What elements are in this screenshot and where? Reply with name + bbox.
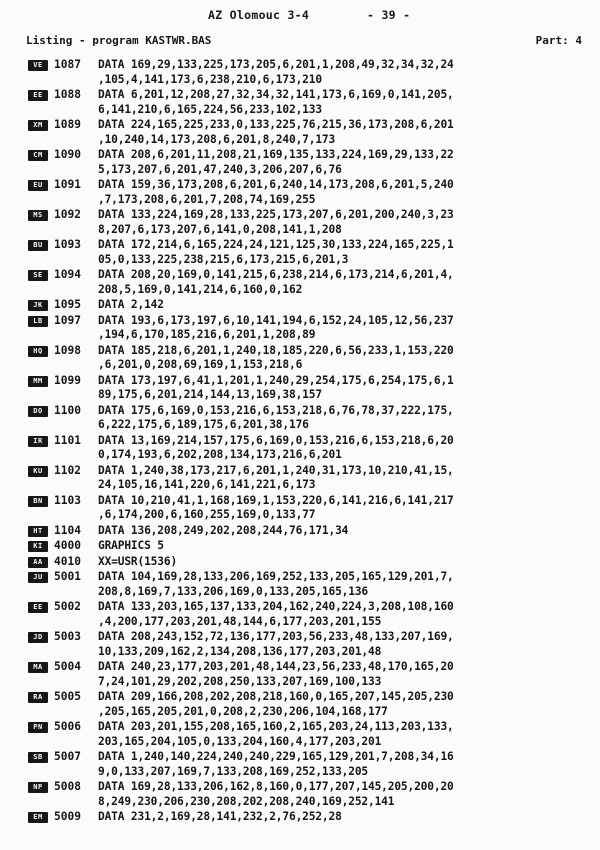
code-text: DATA 169,29,133,225,173,205,6,201,1,208,49,32,34,32,24 bbox=[98, 58, 454, 71]
listing-line bbox=[28, 314, 588, 343]
code-text: DATA 13,169,214,157,175,6,169,0,153,216,6,153,218,6,20 bbox=[98, 433, 454, 447]
code-text: ,7,173,208,6,201,7,208,74,169,255 bbox=[98, 192, 316, 206]
code-text: DATA 240,23,177,203,201,48,144,23,56,233,48,170,165,20 bbox=[98, 660, 454, 673]
code-text: DATA 175,6,169,0,153,216,6,153,218,6,76,78,37,222,175, bbox=[98, 403, 454, 417]
line-number: 1095 bbox=[54, 298, 81, 311]
checksum-badge: IR bbox=[28, 436, 48, 447]
code-text: 89,175,6,201,214,144,13,169,38,157 bbox=[98, 388, 322, 401]
checksum-badge: KI bbox=[28, 541, 48, 552]
code-text: ,105,4,141,173,6,238,210,6,173,210 bbox=[98, 72, 322, 86]
checksum-badge: PN bbox=[28, 722, 48, 733]
line-number: 5001 bbox=[54, 570, 81, 583]
line-number: 1094 bbox=[54, 268, 81, 281]
line-number: 1090 bbox=[54, 148, 81, 161]
listing-line bbox=[28, 660, 588, 689]
line-number: 1104 bbox=[54, 523, 81, 537]
listing-line bbox=[28, 238, 588, 267]
code-text: DATA 231,2,169,28,141,232,2,76,252,28 bbox=[98, 810, 342, 823]
checksum-badge: HT bbox=[28, 526, 48, 537]
checksum-badge: XM bbox=[28, 120, 48, 131]
listing-line bbox=[28, 494, 588, 523]
checksum-badge: SE bbox=[28, 270, 48, 281]
code-text: 208,8,169,7,133,206,169,0,133,205,165,136 bbox=[98, 584, 369, 598]
checksum-badge: CM bbox=[28, 150, 48, 161]
checksum-badge: MS bbox=[28, 210, 48, 221]
code-text: DATA 173,197,6,41,1,201,1,240,29,254,175,6,254,175,6,1 bbox=[98, 373, 454, 387]
code-text: DATA 172,214,6,165,224,24,121,125,30,133,224,165,225,1 bbox=[98, 238, 454, 251]
line-number: 1098 bbox=[54, 343, 81, 357]
checksum-badge: EM bbox=[28, 812, 48, 823]
listing-line bbox=[28, 404, 588, 433]
listing-line bbox=[28, 208, 588, 237]
checksum-badge: NP bbox=[28, 782, 48, 793]
line-number: 4000 bbox=[54, 539, 81, 552]
listing-line bbox=[28, 539, 588, 554]
checksum-badge: MM bbox=[28, 376, 48, 387]
checksum-badge: VE bbox=[28, 60, 48, 71]
listing-line bbox=[28, 88, 588, 117]
code-text: DATA 208,6,201,11,208,21,169,135,133,224,169,29,133,22 bbox=[98, 148, 454, 161]
part-label: Part: 4 bbox=[535, 34, 582, 47]
program-listing bbox=[28, 58, 588, 826]
checksum-badge: KU bbox=[28, 466, 48, 477]
code-text: 9,0,133,207,169,7,133,208,169,252,133,205 bbox=[98, 764, 369, 778]
listing-line bbox=[28, 148, 588, 177]
line-number: 1102 bbox=[54, 463, 81, 477]
code-text: 0,174,193,6,202,208,134,173,216,6,201 bbox=[98, 448, 342, 461]
line-number: 4010 bbox=[54, 554, 81, 568]
code-text: 208,5,169,0,141,214,6,160,0,162 bbox=[98, 282, 303, 296]
line-number: 1091 bbox=[54, 178, 81, 191]
code-text: DATA 1,240,140,224,240,240,229,165,129,201,7,208,34,16 bbox=[98, 750, 454, 763]
checksum-badge: EE bbox=[28, 90, 48, 101]
listing-line bbox=[28, 524, 588, 539]
line-number: 1097 bbox=[54, 313, 81, 327]
code-text: 10,133,209,162,2,134,208,136,177,203,201,48 bbox=[98, 644, 382, 658]
code-text: DATA 104,169,28,133,206,169,252,133,205,165,129,201,7, bbox=[98, 570, 454, 583]
code-text: ,10,240,14,173,208,6,201,8,240,7,173 bbox=[98, 132, 336, 146]
code-text: DATA 6,201,12,208,27,32,34,32,141,173,6,169,0,141,205, bbox=[98, 88, 454, 101]
code-text: 5,173,207,6,201,47,240,3,206,207,6,76 bbox=[98, 162, 342, 176]
listing-line bbox=[28, 298, 588, 313]
code-text: ,205,165,205,201,0,208,2,230,206,104,168,177 bbox=[98, 704, 388, 718]
line-number: 1087 bbox=[54, 58, 81, 71]
document-title: AZ Olomouc 3-4 bbox=[208, 8, 310, 22]
code-text: 05,0,133,225,238,215,6,173,215,6,201,3 bbox=[98, 252, 349, 266]
listing-line bbox=[28, 178, 588, 207]
line-number: 1100 bbox=[54, 403, 81, 417]
checksum-badge: RA bbox=[28, 692, 48, 703]
code-text: DATA 208,20,169,0,141,215,6,238,214,6,173,214,6,201,4, bbox=[98, 268, 454, 281]
listing-line bbox=[28, 555, 588, 570]
listing-line bbox=[28, 58, 588, 87]
checksum-badge: BU bbox=[28, 240, 48, 251]
checksum-badge: HQ bbox=[28, 346, 48, 357]
listing-line bbox=[28, 720, 588, 749]
code-text: DATA 169,28,133,206,162,8,160,0,177,207,145,205,200,20 bbox=[98, 780, 454, 793]
checksum-badge: AA bbox=[28, 557, 48, 568]
code-text: ,194,6,170,185,216,6,201,1,208,89 bbox=[98, 328, 316, 341]
code-text: DATA 1,240,38,173,217,6,201,1,240,31,173,10,210,41,15, bbox=[98, 463, 454, 477]
listing-line bbox=[28, 630, 588, 659]
checksum-badge: DO bbox=[28, 406, 48, 417]
listing-line bbox=[28, 810, 588, 825]
code-text: XX=USR(1536) bbox=[98, 554, 178, 568]
page-number: - 39 - bbox=[367, 8, 411, 22]
code-text: DATA 208,243,152,72,136,177,203,56,233,48,133,207,169, bbox=[98, 630, 454, 643]
code-text: DATA 224,165,225,233,0,133,225,76,215,36,173,208,6,201 bbox=[98, 118, 454, 131]
line-number: 5006 bbox=[54, 720, 81, 733]
line-number: 5003 bbox=[54, 630, 81, 643]
checksum-badge: LB bbox=[28, 316, 48, 327]
line-number: 1099 bbox=[54, 373, 81, 387]
listing-program-name: Listing - program KASTWR.BAS bbox=[26, 34, 212, 47]
code-text: 24,105,16,141,220,6,141,221,6,173 bbox=[98, 478, 316, 491]
code-text: DATA 159,36,173,208,6,201,6,240,14,173,208,6,201,5,240 bbox=[98, 178, 454, 191]
code-text: DATA 209,166,208,202,208,218,160,0,165,207,145,205,230 bbox=[98, 690, 454, 703]
listing-line bbox=[28, 374, 588, 403]
listing-header bbox=[26, 34, 582, 47]
line-number: 1093 bbox=[54, 238, 81, 251]
listing-line bbox=[28, 464, 588, 493]
code-text: 8,249,230,206,230,208,202,208,240,169,252,141 bbox=[98, 794, 395, 808]
code-text: DATA 136,208,249,202,208,244,76,171,34 bbox=[98, 523, 349, 537]
code-text: ,6,174,200,6,160,255,169,0,133,77 bbox=[98, 508, 316, 521]
checksum-badge: BN bbox=[28, 496, 48, 507]
code-text: 6,222,175,6,189,175,6,201,38,176 bbox=[98, 418, 309, 431]
line-number: 1092 bbox=[54, 208, 81, 221]
listing-line bbox=[28, 570, 588, 599]
code-text: ,4,200,177,203,201,48,144,6,177,203,201,155 bbox=[98, 614, 382, 628]
listing-line bbox=[28, 268, 588, 297]
code-text: DATA 193,6,173,197,6,10,141,194,6,152,24,105,12,56,237 bbox=[98, 313, 454, 327]
line-number: 5004 bbox=[54, 660, 81, 673]
line-number: 5009 bbox=[54, 810, 81, 823]
line-number: 1103 bbox=[54, 493, 81, 507]
listing-line bbox=[28, 600, 588, 629]
checksum-badge: JU bbox=[28, 572, 48, 583]
listing-line bbox=[28, 690, 588, 719]
line-number: 5007 bbox=[54, 750, 81, 763]
code-text: GRAPHICS 5 bbox=[98, 539, 164, 552]
code-text: DATA 203,201,155,208,165,160,2,165,203,24,113,203,133, bbox=[98, 720, 454, 733]
line-number: 1088 bbox=[54, 88, 81, 101]
code-text: DATA 133,224,169,28,133,225,173,207,6,201,200,240,3,23 bbox=[98, 208, 454, 221]
code-text: 203,165,204,105,0,133,204,160,4,177,203,201 bbox=[98, 734, 382, 748]
code-text: DATA 2,142 bbox=[98, 298, 164, 311]
listing-line bbox=[28, 750, 588, 779]
code-text: 8,207,6,173,207,6,141,0,208,141,1,208 bbox=[98, 222, 342, 236]
checksum-badge: JK bbox=[28, 300, 48, 311]
listing-line bbox=[28, 780, 588, 809]
checksum-badge: JD bbox=[28, 632, 48, 643]
checksum-badge: MA bbox=[28, 662, 48, 673]
listing-line bbox=[28, 118, 588, 147]
line-number: 1101 bbox=[54, 433, 81, 447]
line-number: 5008 bbox=[54, 780, 81, 793]
code-text: ,6,201,0,208,69,169,1,153,218,6 bbox=[98, 358, 303, 371]
line-number: 1089 bbox=[54, 118, 81, 131]
code-text: DATA 185,218,6,201,1,240,18,185,220,6,56,233,1,153,220 bbox=[98, 343, 454, 357]
checksum-badge: SB bbox=[28, 752, 48, 763]
code-text: 7,24,101,29,202,208,250,133,207,169,100,133 bbox=[98, 674, 382, 688]
code-text: DATA 10,210,41,1,168,169,1,153,220,6,141,216,6,141,217 bbox=[98, 493, 454, 507]
listing-line bbox=[28, 434, 588, 463]
listing-line bbox=[28, 344, 588, 373]
code-text: DATA 133,203,165,137,133,204,162,240,224,3,208,108,160 bbox=[98, 600, 454, 613]
checksum-badge: EE bbox=[28, 602, 48, 613]
line-number: 5005 bbox=[54, 690, 81, 703]
line-number: 5002 bbox=[54, 600, 81, 613]
checksum-badge: EU bbox=[28, 180, 48, 191]
code-text: 6,141,210,6,165,224,56,233,102,133 bbox=[98, 102, 322, 116]
